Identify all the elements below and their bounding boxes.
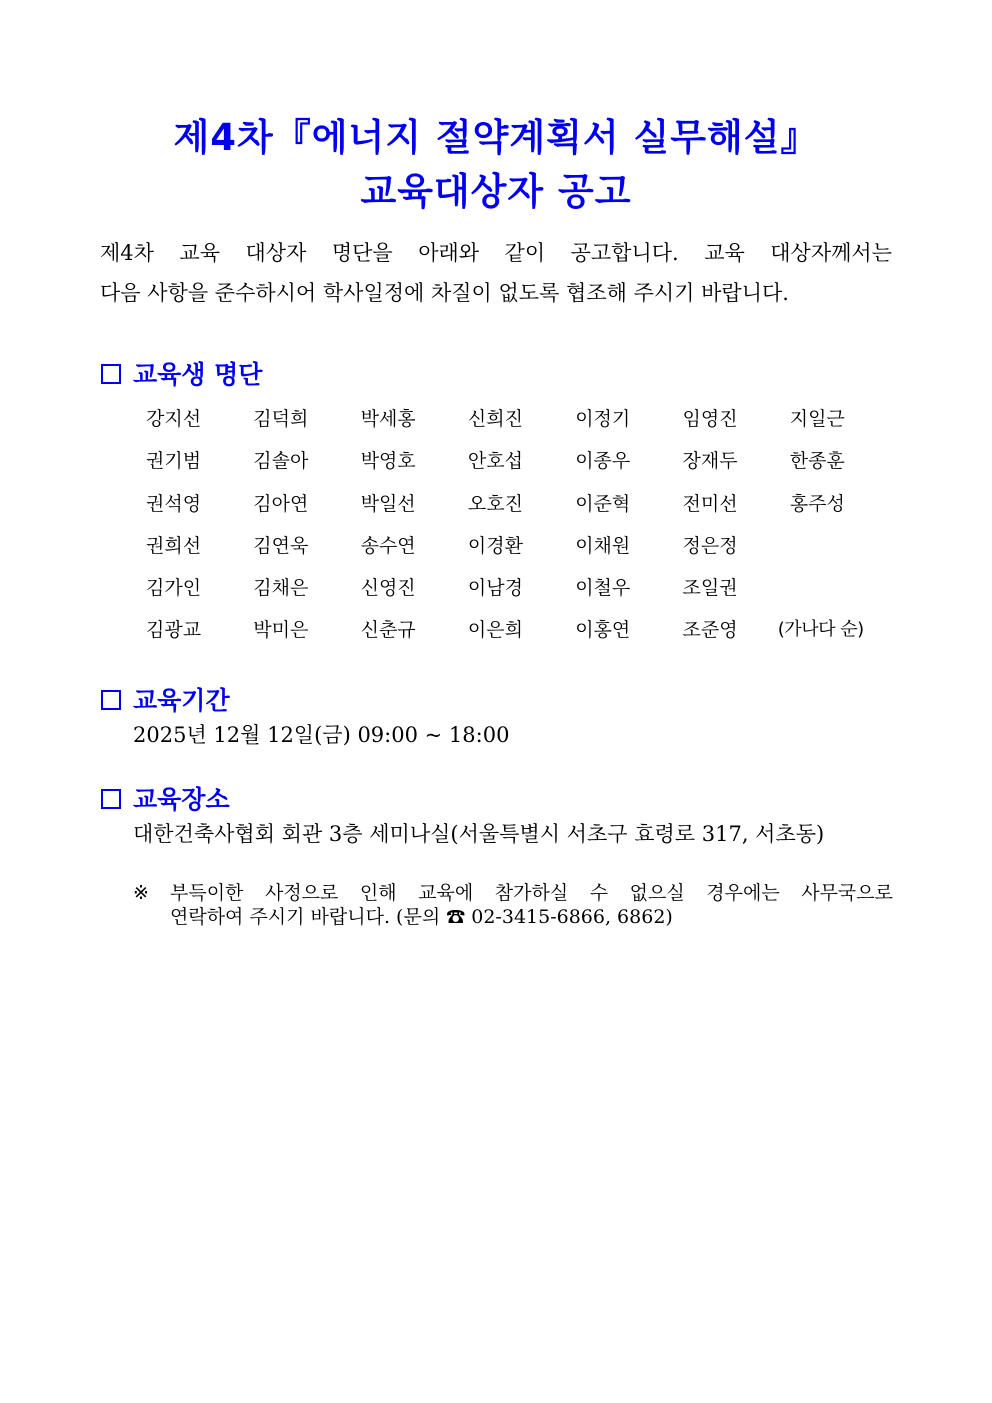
student-name: 김연욱	[253, 534, 309, 557]
student-name: 이준혁	[575, 492, 631, 515]
student-name: 김채은	[253, 577, 309, 600]
notice-line-1: 부득이한 사정으로 인해 교육에 참가하실 수 없으실 경우에는 사무국으로	[170, 882, 893, 904]
student-name: 박영호	[360, 450, 416, 473]
student-name: 이종우	[575, 450, 631, 473]
intro-paragraph	[100, 233, 892, 313]
student-name: 이경환	[467, 534, 523, 557]
student-name: 김아연	[253, 492, 309, 515]
checkbox-icon	[101, 789, 121, 809]
notice	[133, 881, 893, 929]
student-name: 홍주성	[789, 492, 845, 515]
student-name-grid	[146, 399, 897, 653]
order-note: (가나다 순)	[777, 619, 864, 641]
student-name: 이정기	[575, 408, 631, 430]
venue-heading	[101, 784, 230, 816]
student-name: 권기범	[146, 450, 202, 473]
student-name: 조준영	[682, 619, 738, 642]
student-name: 전미선	[682, 492, 738, 515]
students-heading	[101, 359, 262, 391]
empty-cell	[790, 526, 897, 568]
students-heading-label: 교육생 명단	[133, 360, 263, 389]
checkbox-icon	[101, 364, 121, 384]
student-name: 박미은	[253, 619, 309, 642]
student-name: 김덕희	[253, 408, 309, 430]
student-name: 한종훈	[789, 450, 845, 473]
reference-mark-icon: ※	[133, 882, 149, 904]
student-name: 박일선	[360, 492, 416, 515]
period-heading-label: 교육기간	[133, 686, 230, 715]
student-name: 김솔아	[253, 450, 309, 473]
student-name: 신영진	[360, 577, 416, 600]
empty-cell	[790, 568, 897, 610]
intro-line-1: 제4차 교육 대상자 명단을 아래와 같이 공고합니다. 교육 대상자께서는	[100, 241, 892, 265]
student-name: 김광교	[146, 619, 202, 642]
period-heading	[101, 685, 230, 717]
student-name: 오호진	[467, 492, 523, 515]
student-name: 강지선	[146, 408, 202, 430]
student-name: 신희진	[467, 408, 523, 430]
student-name: 박세홍	[360, 408, 416, 430]
student-name: 이은희	[467, 619, 523, 642]
page-subtitle: 교육대상자 공고	[360, 170, 632, 213]
student-name: 장재두	[682, 450, 738, 473]
student-name: 이철우	[575, 577, 631, 600]
student-name: 정은정	[682, 534, 738, 557]
student-name: 이남경	[467, 577, 523, 600]
notice-line-2: 연락하여 주시기 바랍니다. (문의 ☎ 02-3415-6866, 6862)	[170, 906, 673, 928]
page-title: 제4차『에너지 절약계획서 실무해설』	[173, 116, 819, 159]
student-name: 지일근	[789, 408, 845, 430]
student-name: 송수연	[360, 534, 416, 557]
intro-line-2: 다음 사항을 준수하시어 학사일정에 차질이 없도록 협조해 주시기 바랍니다.	[100, 281, 789, 305]
student-name: 김가인	[146, 577, 202, 600]
student-name: 권석영	[146, 492, 202, 515]
student-name: 이채원	[575, 534, 631, 557]
student-name: 권희선	[146, 534, 202, 557]
period-text: 2025년 12월 12일(금) 09:00 ~ 18:00	[133, 723, 510, 747]
student-name: 조일권	[682, 577, 738, 600]
student-name: 이홍연	[575, 619, 631, 642]
checkbox-icon	[101, 690, 121, 710]
venue-heading-label: 교육장소	[133, 785, 230, 814]
student-name: 안호섭	[467, 450, 523, 473]
student-name: 신춘규	[360, 619, 416, 642]
venue-text: 대한건축사협회 회관 3층 세미나실(서울특별시 서초구 효령로 317, 서초동)	[133, 822, 825, 846]
student-name: 임영진	[682, 408, 738, 430]
